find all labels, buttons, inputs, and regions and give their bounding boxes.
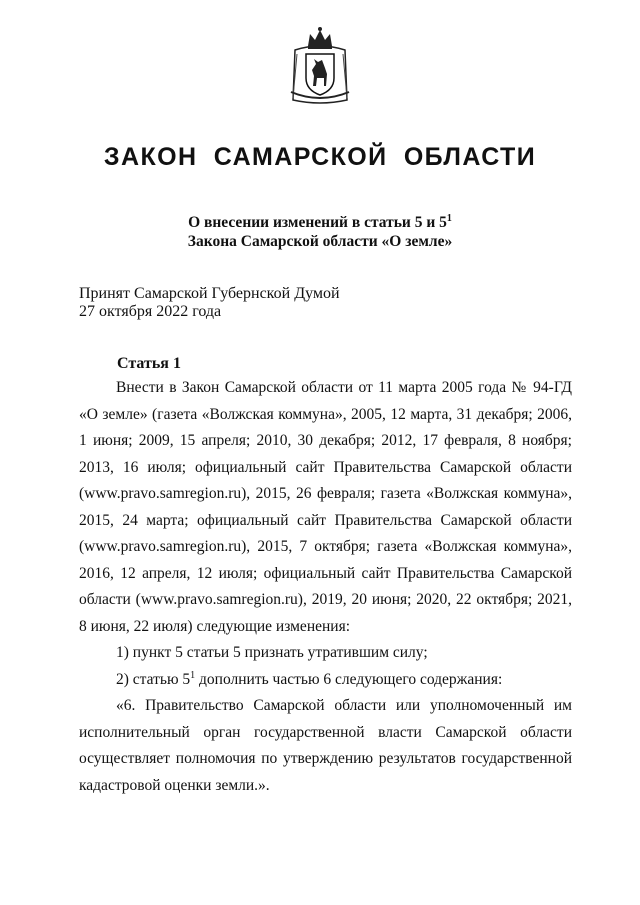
adoption-note (79, 285, 340, 321)
article-item-2: 2) статью $5^1$ дополнить частью 6 следующего содержания: (116, 669, 503, 688)
article-intro: Внести в Закон Самарской области от 11 марта 2005 года № 94-ГД «О земле» (газета «Волжская коммуна», 2005, 12 марта, 31 декабря; 2006, 1 июня; 2009, 15 апреля; 2010, 30 декабря; 2012, 17 февраля, 8 ноября; 2013, 16 июля; официальный сайт Правительства Самарской области (www.pravo.samregion.ru), 2015, 26 февраля; газета «Волжская коммуна», 2015, 24 марта; официальный сайт Правительства Самарской области (www.pravo.samregion.ru), 2015, 7 октября; газета «Волжская коммуна», 2016, 12 апреля, 12 июля; официальный сайт Правительства Самарской области (www.pravo.samregion.ru), 2019, 20 июня; 2020, 22 октября; 2021, 8 июня, 22 июля) следующие изменения: (79, 379, 572, 635)
article-heading: Статья 1 (117, 355, 181, 372)
samara-coat-of-arms-icon (289, 24, 351, 108)
article-quote: «6. Правительство Самарской области или уполномоченный им исполнительный орган государственной власти Самарской области осуществляет полномочия по утверждению результатов государственной кадастровой оценки земли.». (79, 697, 572, 794)
law-subtitle (0, 213, 640, 251)
subtitle-line-1: О внесении изменений в статьи 5 и $5^1$ (188, 212, 452, 231)
adoption-date: 27 октября 2022 года (79, 303, 222, 320)
subtitle-line-2: Закона Самарской области «О земле» (187, 233, 453, 250)
article-body (79, 375, 572, 799)
article-item-1: 1) пункт 5 статьи 5 признать утратившим силу; (116, 644, 428, 661)
adoption-body: Принят Самарской Губернской Думой (79, 285, 340, 302)
law-title: ЗАКОН САМАРСКОЙ ОБЛАСТИ (103, 143, 537, 171)
